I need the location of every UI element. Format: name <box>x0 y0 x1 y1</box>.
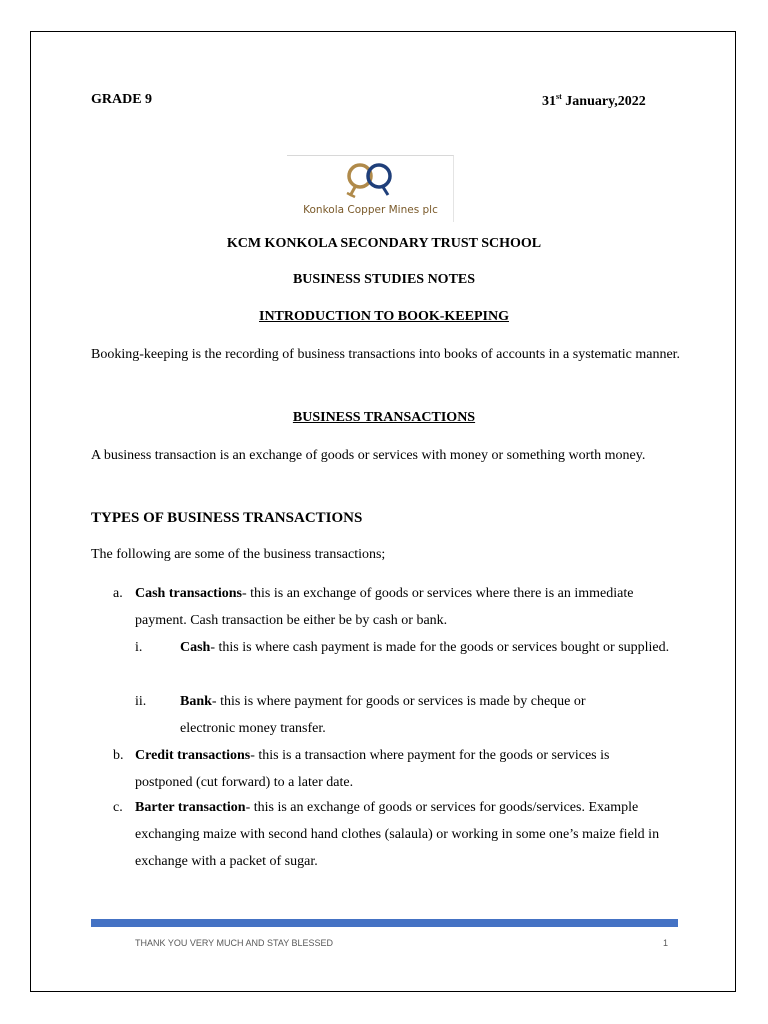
date-suffix: st <box>556 92 562 101</box>
notes-title: BUSINESS STUDIES NOTES <box>292 272 476 287</box>
topic-title: INTRODUCTION TO BOOK-KEEPING <box>259 309 509 324</box>
section-title: BUSINESS TRANSACTIONS <box>292 410 476 425</box>
footer-text: THANK YOU VERY MUCH AND STAY BLESSED <box>135 938 334 948</box>
logo-symbol-icon <box>287 156 454 204</box>
date-label <box>542 92 646 110</box>
list-marker-i: i. <box>135 640 143 655</box>
term-cash-transactions: Cash transactions <box>135 586 242 601</box>
list-item-bank <box>180 688 640 742</box>
list-item-cash-transactions <box>135 580 680 634</box>
date-day: 31 <box>542 94 556 109</box>
date-rest: January,2022 <box>561 94 646 109</box>
term-bank: Bank <box>180 694 212 709</box>
desc-barter-transaction: - this is an exchange of goods or services for goods/services. Example exchanging maize with second hand clothes (salaula) or working in some one’s maize field in exchange with a packet of sugar. <box>135 800 660 869</box>
list-marker-a: a. <box>113 586 123 601</box>
list-marker-c: c. <box>113 800 123 815</box>
desc-credit-transactions: - this is a transaction where payment for the goods or services is postponed (cut forward) to a later date. <box>135 748 610 790</box>
grade-label: GRADE 9 <box>91 92 153 107</box>
school-title: KCM KONKOLA SECONDARY TRUST SCHOOL <box>226 236 542 251</box>
list-item-cash <box>180 634 670 661</box>
page-number: 1 <box>663 938 669 948</box>
desc-cash-transactions: - this is an exchange of goods or services where there is an immediate payment. Cash transaction be either be by cash or bank. <box>135 586 634 628</box>
list-item-barter-transaction <box>135 794 685 875</box>
list-marker-b: b. <box>113 748 124 763</box>
intro-paragraph: Booking-keeping is the recording of business transactions into books of accounts in a systematic manner. <box>91 347 681 362</box>
term-cash: Cash <box>180 640 211 655</box>
desc-cash: - this is where cash payment is made for the goods or services bought or supplied. <box>210 640 670 655</box>
kcm-logo <box>287 155 454 222</box>
list-marker-ii: ii. <box>135 694 147 709</box>
types-lead: The following are some of the business transactions; <box>91 547 386 562</box>
types-heading: TYPES OF BUSINESS TRANSACTIONS <box>91 510 363 526</box>
desc-bank: - this is where payment for goods or services is made by cheque or electronic money transfer. <box>180 694 586 736</box>
definition-paragraph: A business transaction is an exchange of goods or services with money or something worth money. <box>91 448 646 463</box>
logo-company-name: Konkola Copper Mines plc <box>303 204 438 216</box>
term-barter-transaction: Barter transaction <box>135 800 246 815</box>
footer-bar <box>91 919 678 927</box>
term-credit-transactions: Credit transactions <box>135 748 251 763</box>
list-item-credit-transactions <box>135 742 665 796</box>
